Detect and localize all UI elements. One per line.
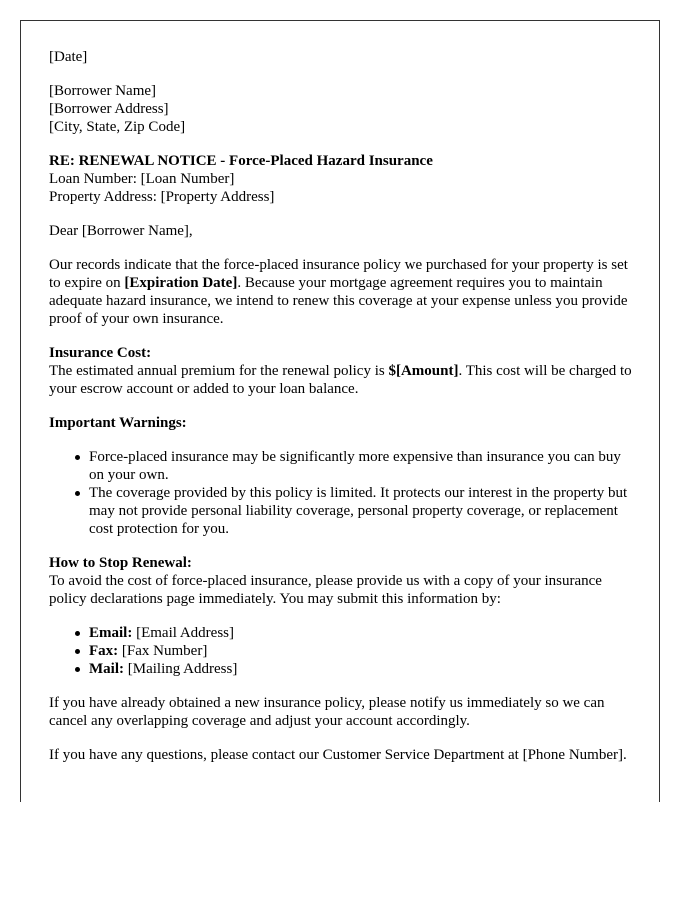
recipient-address: [Borrower Address]: [49, 101, 169, 117]
loan-number-line: [49, 170, 639, 188]
letter-body: [49, 48, 639, 780]
subject-block: [49, 152, 639, 206]
property-address-line: [49, 188, 639, 206]
recipient-city-state-zip: [City, State, Zip Code]: [49, 119, 186, 135]
warning-item: Force-placed insurance may be significantly more expensive than insurance you can buy on your own.: [89, 448, 639, 484]
intro-paragraph: [49, 256, 639, 328]
re-line: RE: RENEWAL NOTICE - Force-Placed Hazard Insurance: [49, 153, 433, 169]
method-fax: [89, 642, 639, 660]
method-mail-label: Mail:: [89, 661, 124, 677]
insurance-cost-text-2: . This cost will be charged to your escrow account or added to your loan balance.: [49, 363, 632, 397]
method-fax-label: Fax:: [89, 643, 119, 659]
method-mail-value: [Mailing Address]: [124, 661, 238, 677]
letter-date: [Date]: [49, 49, 88, 65]
expiration-date: [Expiration Date]: [124, 275, 238, 291]
warnings-heading: Important Warnings:: [49, 415, 187, 431]
property-address-value: [Property Address]: [160, 189, 275, 205]
recipient-block: [49, 82, 639, 136]
property-address-label: Property Address:: [49, 189, 161, 205]
method-email-value: [Email Address]: [132, 625, 234, 641]
insurance-cost-section: [49, 344, 639, 398]
warnings-list: [49, 448, 639, 538]
stop-renewal-section: [49, 554, 639, 608]
loan-number-value: [Loan Number]: [140, 171, 235, 187]
stop-renewal-text: To avoid the cost of force-placed insurance, please provide us with a copy of your insurance policy declarations page immediately. You may submit this information by:: [49, 573, 602, 607]
method-email: [89, 624, 639, 642]
method-email-label: Email:: [89, 625, 133, 641]
insurance-cost-text-1: The estimated annual premium for the renewal policy is: [49, 363, 389, 379]
submission-methods-list: [49, 624, 639, 678]
intro-text-2: . Because your mortgage agreement requires you to maintain adequate hazard insurance, we intend to renew this coverage at your expense unless you provide proof of your own insurance.: [49, 275, 628, 327]
stop-renewal-heading: How to Stop Renewal:: [49, 555, 192, 571]
salutation: Dear [Borrower Name],: [49, 223, 193, 239]
warning-item: The coverage provided by this policy is limited. It protects our interest in the property but may not provide personal liability coverage, personal property coverage, or replacement cost protection for you.: [89, 484, 639, 538]
premium-amount: $[Amount]: [388, 363, 459, 379]
intro-text-1: Our records indicate that the force-placed insurance policy we purchased for your property is set to expire on: [49, 257, 628, 291]
method-mail: [89, 660, 639, 678]
method-fax-value: [Fax Number]: [118, 643, 208, 659]
loan-number-label: Loan Number:: [49, 171, 141, 187]
already-obtained-paragraph: If you have already obtained a new insurance policy, please notify us immediately so we can cancel any overlapping coverage and adjust your account accordingly.: [49, 695, 605, 729]
insurance-cost-heading: Insurance Cost:: [49, 345, 152, 361]
questions-paragraph: If you have any questions, please contact our Customer Service Department at [Phone Number].: [49, 747, 627, 763]
recipient-name: [Borrower Name]: [49, 83, 157, 99]
